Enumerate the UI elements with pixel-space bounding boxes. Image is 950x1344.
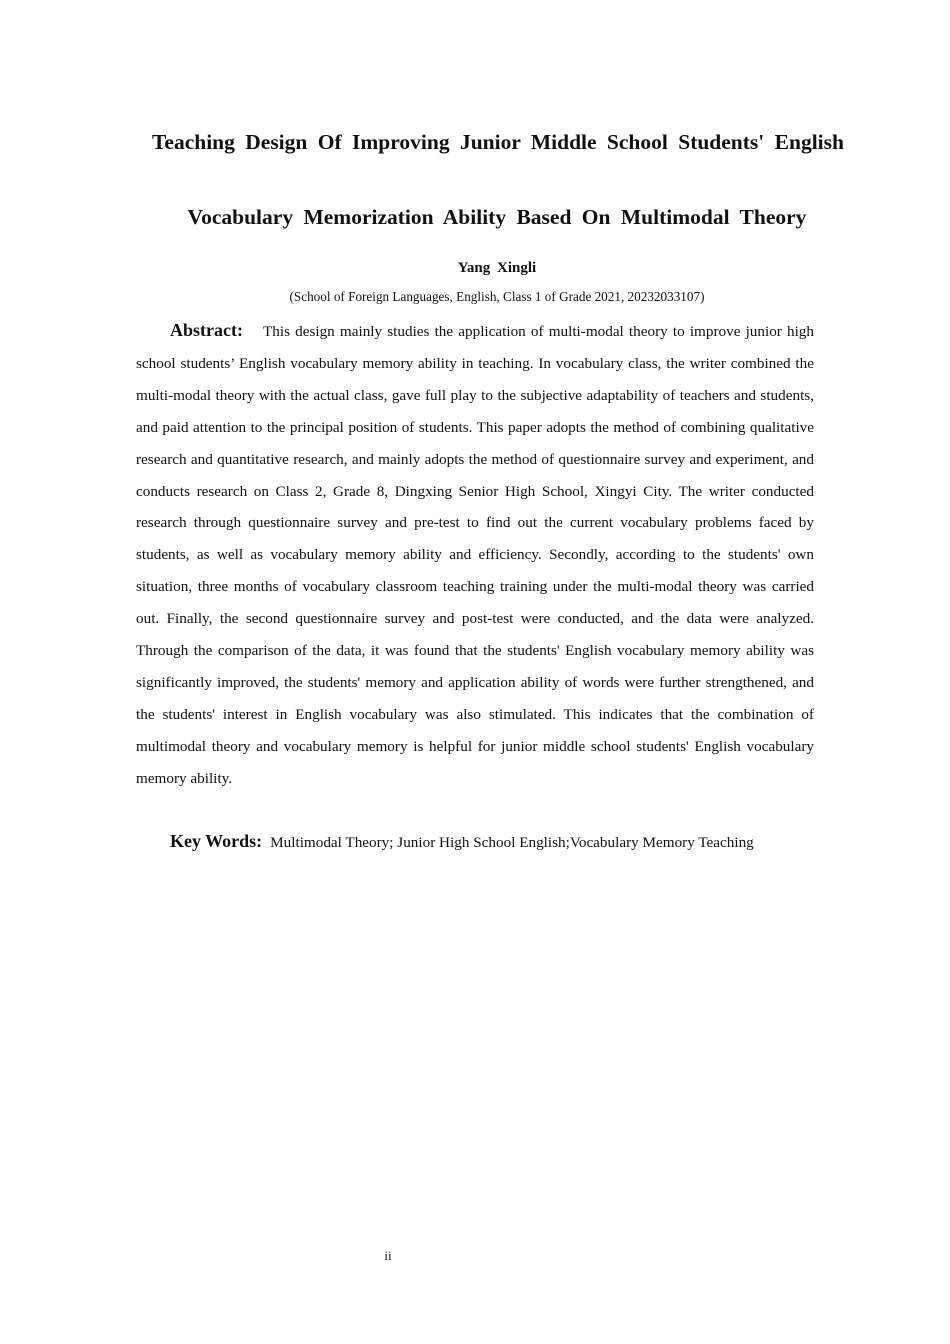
author-name: Yang Xingli [457,260,537,276]
keywords-paragraph [136,826,814,858]
title-line-1: Teaching Design Of Improving Junior Middle School Students' English [152,130,844,154]
page-number: ii [384,1248,392,1263]
keywords-label: Key Words: [170,831,263,851]
abstract-paragraph [136,315,814,795]
abstract-text: This design mainly studies the application of multi-modal theory to improve junior high school students’ English vocabulary memory ability in teaching. In vocabulary class, the writer combined the multi-modal theory with the actual class, gave full play to the subjective adaptability of teachers and students, and paid attention to the principal position of students. This paper adopts the method of combining qualitative research and quantitative research, and mainly adopts the method of questionnaire survey and experiment, and conducts research on Class 2, Grade 8, Dingxing Senior High School, Xingyi City. The writer conducted research through questionnaire survey and pre-test to find out the current vocabulary problems faced by students, as well as vocabulary memory ability and efficiency. Secondly, according to the students' own situation, three months of vocabulary classroom teaching training under the multi-modal theory was carried out. Finally, the second questionnaire survey and post-test were conducted, and the data were analyzed. Through the comparison of the data, it was found that the students' English vocabulary memory ability was significantly improved, the students' memory and application ability of words were further strengthened, and the students' interest in English vocabulary was also stimulated. This indicates that the combination of multimodal theory and vocabulary memory is helpful for junior middle school students' English vocabulary memory ability. [136,323,814,787]
title-line-2: Vocabulary Memorization Ability Based On Multimodal Theory [187,205,807,229]
author-affiliation: (School of Foreign Languages, English, Class 1 of Grade 2021, 20232033107) [289,289,705,304]
keywords-text: Multimodal Theory; Junior High School English;Vocabulary Memory Teaching [270,834,754,851]
abstract-label: Abstract: [170,320,243,340]
